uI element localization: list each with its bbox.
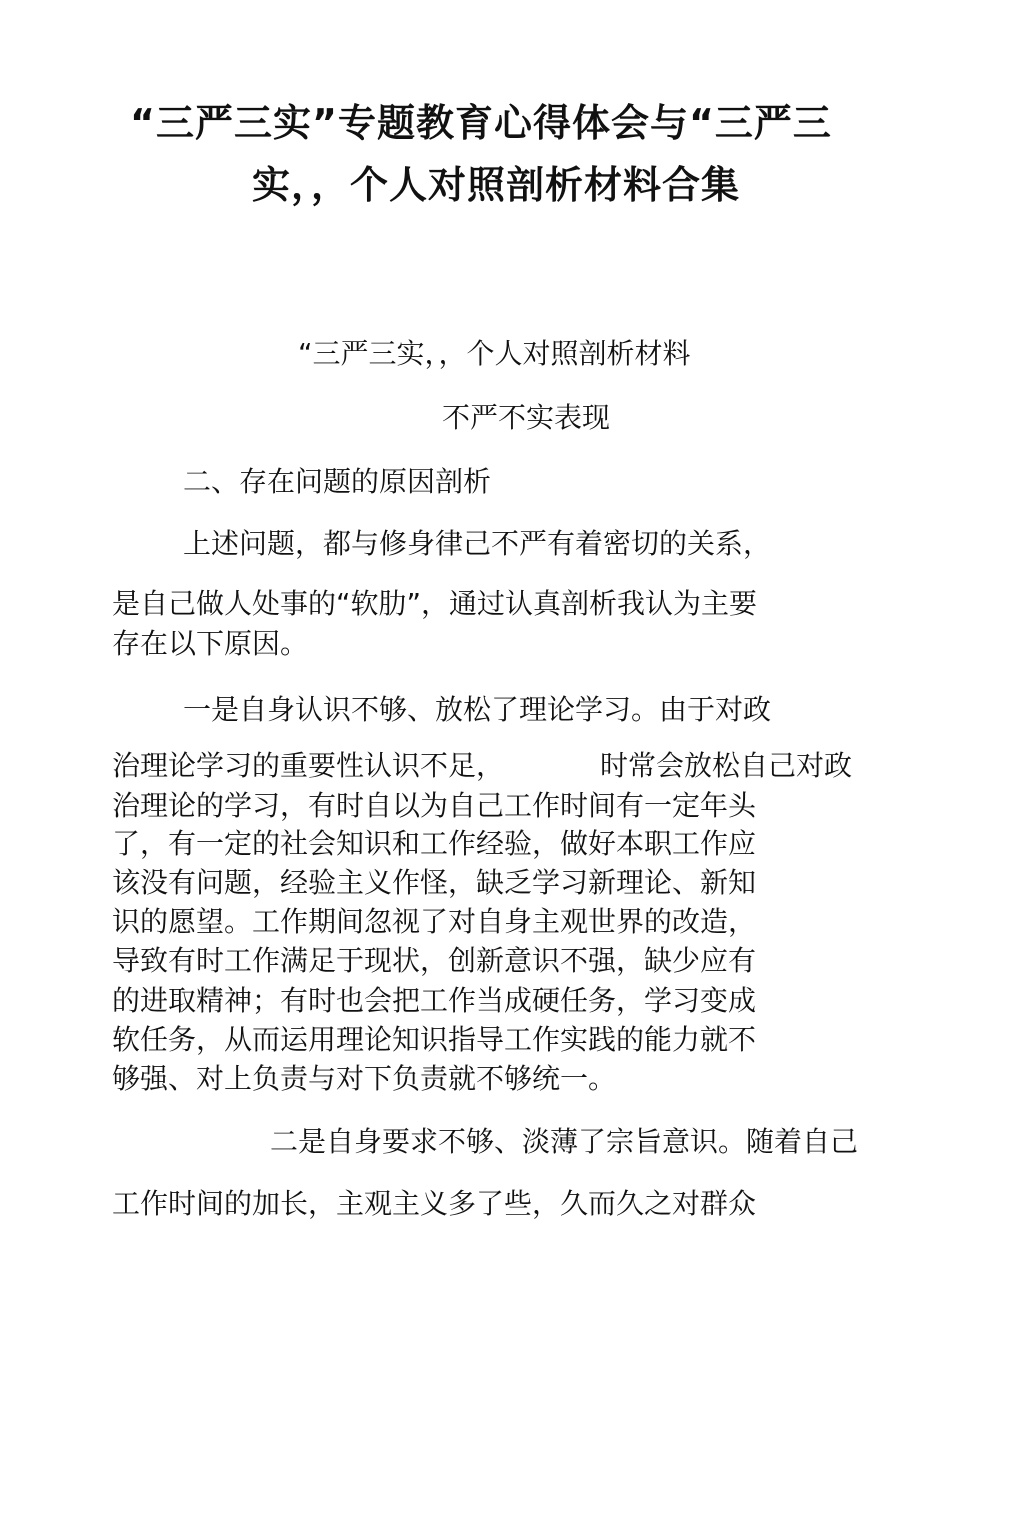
paragraph-2-line-5: 该没有问题，经验主义作怪，缺乏学习新理论、新知 [112, 866, 757, 899]
document-title-line-1: “三严三实”专题教育心得体会与“三严三 [130, 101, 832, 145]
paragraph-3-line-1: 二是自身要求不够、淡薄了宗旨意识。随着自己 [270, 1125, 859, 1158]
paragraph-2-line-1: 一是自身认识不够、放松了理论学习。由于对政 [183, 693, 772, 726]
paragraph-2-line-4: 了，有一定的社会知识和工作经验，做好本职工作应 [112, 827, 757, 860]
paragraph-2-line-9: 软任务，从而运用理论知识指导工作实践的能力就不 [112, 1023, 757, 1056]
paragraph-1-line-2: 是自己做人处事的“软肋”，通过认真剖析我认为主要 [112, 587, 758, 620]
paragraph-2-line-10: 够强、对上负责与对下负责就不够统一。 [112, 1062, 617, 1095]
paragraph-1-line-3: 存在以下原因。 [112, 627, 309, 660]
reason-heading: 二、存在问题的原因剖析 [183, 465, 492, 498]
document-title-line-2: 实，，个人对照剖析材料合集 [252, 163, 741, 207]
paragraph-2-line-2a: 治理论学习的重要性认识不足， [112, 749, 505, 782]
section-heading: “三严三实，，个人对照剖析材料 [298, 337, 691, 370]
paragraph-2-line-7: 导致有时工作满足于现状，创新意识不强，缺少应有 [112, 944, 757, 977]
paragraph-2-line-8: 的进取精神；有时也会把工作当成硬任务，学习变成 [112, 984, 757, 1017]
sub-heading: 不严不实表现 [442, 401, 611, 434]
paragraph-2-line-3: 治理论的学习，有时自以为自己工作时间有一定年头 [112, 789, 757, 822]
paragraph-3-line-2: 工作时间的加长，主观主义多了些，久而久之对群众 [112, 1187, 757, 1220]
paragraph-1-line-1: 上述问题，都与修身律己不严有着密切的关系， [183, 527, 772, 560]
paragraph-2-line-2b: 时常会放松自己对政 [600, 749, 853, 782]
paragraph-2-line-6: 识的愿望。工作期间忽视了对自身主观世界的改造， [112, 905, 757, 938]
